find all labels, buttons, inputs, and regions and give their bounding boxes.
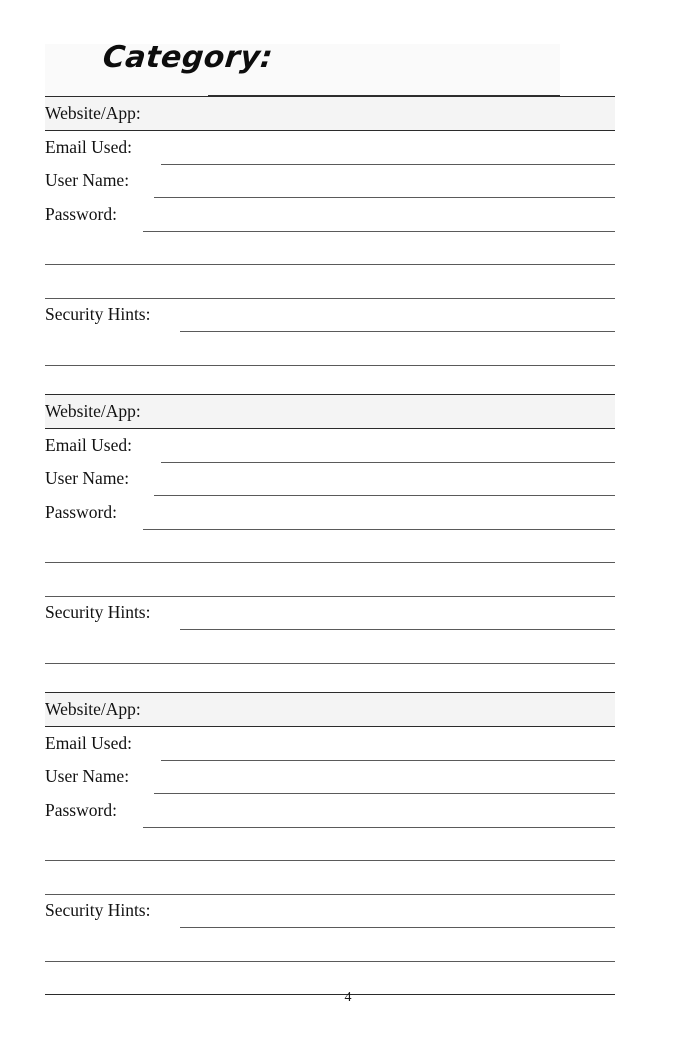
entry-section-3: [45, 692, 615, 995]
password-extra-line-1[interactable]: [45, 828, 615, 862]
security-hints-extra-line-1[interactable]: [45, 928, 615, 962]
security-hints-label: Security Hints:: [45, 602, 151, 623]
password-label: Password:: [45, 501, 117, 522]
email-used-label: Email Used:: [45, 136, 132, 157]
user-name-row[interactable]: [45, 165, 615, 199]
user-name-row[interactable]: [45, 761, 615, 795]
security-hints-extra-line-1[interactable]: [45, 630, 615, 664]
entry-section-1: [45, 96, 615, 399]
security-hints-label: Security Hints:: [45, 900, 151, 921]
user-name-label: User Name:: [45, 468, 130, 489]
security-hints-label: Security Hints:: [45, 304, 151, 325]
website-app-label: Website/App:: [45, 102, 141, 123]
website-app-label: Website/App:: [45, 698, 141, 719]
category-label: Category:: [101, 40, 275, 75]
website-app-label: Website/App:: [45, 400, 141, 421]
security-hints-extra-line-1[interactable]: [45, 332, 615, 366]
password-row[interactable]: [45, 496, 615, 530]
password-extra-line-2[interactable]: [45, 563, 615, 597]
security-hints-row[interactable]: [45, 597, 615, 631]
email-used-label: Email Used:: [45, 434, 132, 455]
user-name-row[interactable]: [45, 463, 615, 497]
email-used-row[interactable]: [45, 727, 615, 761]
password-row[interactable]: [45, 794, 615, 828]
category-header: [45, 40, 560, 96]
email-used-label: Email Used:: [45, 732, 132, 753]
page-number: 4: [344, 990, 352, 1005]
password-extra-line-2[interactable]: [45, 265, 615, 299]
password-extra-line-1[interactable]: [45, 232, 615, 266]
password-label: Password:: [45, 203, 117, 224]
website-app-band[interactable]: [45, 96, 615, 131]
security-hints-row[interactable]: [45, 895, 615, 929]
user-name-label: User Name:: [45, 766, 130, 787]
email-used-row[interactable]: [45, 429, 615, 463]
security-hints-row[interactable]: [45, 299, 615, 333]
password-row[interactable]: [45, 198, 615, 232]
email-used-row[interactable]: [45, 131, 615, 165]
website-app-band[interactable]: [45, 394, 615, 429]
user-name-label: User Name:: [45, 170, 130, 191]
password-extra-line-1[interactable]: [45, 530, 615, 564]
website-app-band[interactable]: [45, 692, 615, 727]
entry-section-2: [45, 394, 615, 697]
password-extra-line-2[interactable]: [45, 861, 615, 895]
password-label: Password:: [45, 799, 117, 820]
